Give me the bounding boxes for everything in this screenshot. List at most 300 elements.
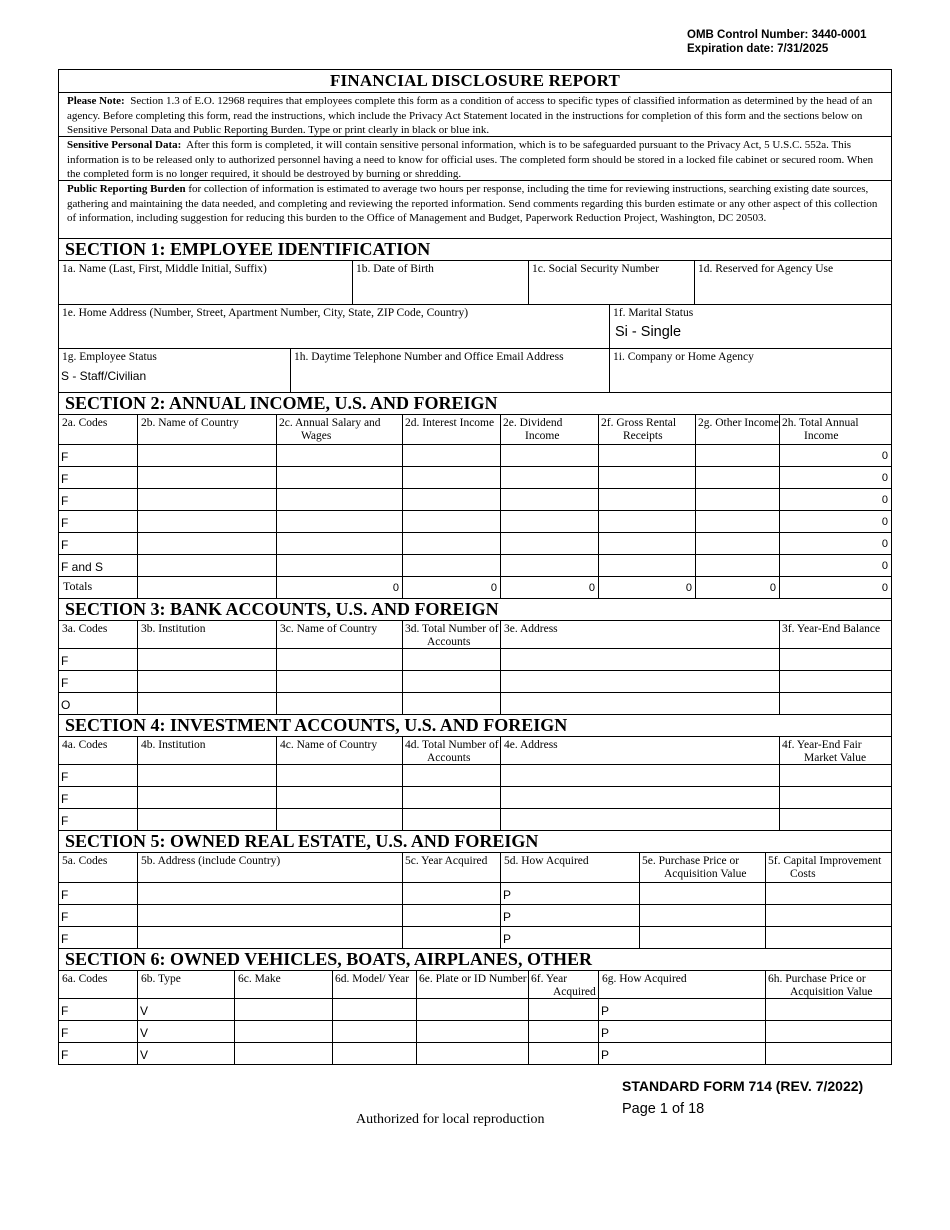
vehicle-header-cell bbox=[417, 971, 529, 998]
investment-cell[interactable] bbox=[501, 765, 780, 786]
income-cell[interactable] bbox=[599, 489, 696, 510]
income-code: F bbox=[61, 450, 69, 464]
income-cell[interactable] bbox=[59, 555, 138, 576]
income-header-cell bbox=[138, 415, 277, 444]
vehicle-header-label: 6g. How Acquired bbox=[602, 973, 687, 985]
sensitive-personal-data bbox=[59, 137, 891, 181]
income-cell[interactable] bbox=[780, 555, 891, 576]
section-2-table bbox=[59, 415, 891, 599]
vehicle-cell[interactable] bbox=[599, 999, 766, 1020]
page-number: Page 1 of 18 bbox=[622, 1101, 705, 1117]
bank-cell[interactable] bbox=[59, 693, 138, 714]
bank-row bbox=[59, 693, 891, 715]
income-header-label: 2e. Dividend Income bbox=[503, 417, 563, 442]
vehicle-cell[interactable] bbox=[138, 1021, 235, 1042]
income-code: F and S bbox=[61, 560, 104, 574]
real-estate-code: F bbox=[61, 932, 69, 946]
bank-code: F bbox=[61, 654, 69, 668]
vehicle-cell[interactable] bbox=[417, 1043, 529, 1064]
investment-cell[interactable] bbox=[138, 809, 277, 830]
income-cell[interactable] bbox=[277, 533, 403, 554]
investment-code: F bbox=[61, 814, 69, 828]
vehicle-header-cell bbox=[235, 971, 333, 998]
income-cell[interactable] bbox=[138, 511, 277, 532]
income-header-cell bbox=[696, 415, 780, 444]
vehicle-header-label: 6f. Year Acquired bbox=[531, 973, 596, 998]
vehicle-cell[interactable] bbox=[59, 1021, 138, 1042]
section-3-title: SECTION 3: BANK ACCOUNTS, U.S. AND FOREIGN bbox=[59, 599, 891, 621]
vehicle-cell[interactable] bbox=[59, 999, 138, 1020]
vehicle-how-acquired: P bbox=[601, 1048, 610, 1062]
income-total: 0 bbox=[588, 582, 595, 594]
investment-header-cell bbox=[277, 737, 403, 764]
investment-cell[interactable] bbox=[59, 809, 138, 830]
ssn-field[interactable] bbox=[529, 261, 695, 304]
bank-header-label: 3b. Institution bbox=[141, 623, 206, 635]
status-value: S - Staff/Civilian bbox=[61, 369, 147, 383]
income-cell[interactable] bbox=[696, 511, 780, 532]
section-1-title: SECTION 1: EMPLOYEE IDENTIFICATION bbox=[59, 239, 891, 261]
income-row bbox=[59, 467, 891, 489]
bank-cell[interactable] bbox=[138, 649, 277, 670]
income-header-cell bbox=[780, 415, 891, 444]
bank-cell[interactable] bbox=[403, 693, 501, 714]
name-field[interactable] bbox=[59, 261, 353, 304]
vehicle-header-label: 6e. Plate or ID Number bbox=[419, 973, 527, 985]
income-cell[interactable] bbox=[59, 511, 138, 532]
vehicle-row bbox=[59, 999, 891, 1021]
income-header-label: 2c. Annual Salary and Wages bbox=[279, 417, 381, 442]
income-code: F bbox=[61, 472, 69, 486]
investment-cell[interactable] bbox=[780, 787, 891, 808]
income-header-cell bbox=[599, 415, 696, 444]
income-cell[interactable] bbox=[696, 489, 780, 510]
bank-header-cell bbox=[138, 621, 277, 648]
authorized-reproduction: Authorized for local reproduction bbox=[356, 1112, 545, 1127]
income-cell[interactable] bbox=[696, 555, 780, 576]
investment-code: F bbox=[61, 770, 69, 784]
investment-row bbox=[59, 765, 891, 787]
vehicle-how-acquired: P bbox=[601, 1026, 610, 1040]
form-number: STANDARD FORM 714 (REV. 7/2022) bbox=[622, 1078, 864, 1094]
vehicle-header-cell bbox=[333, 971, 417, 998]
vehicle-header-label: 6d. Model/ Year bbox=[335, 973, 410, 985]
real-estate-code: F bbox=[61, 888, 69, 902]
real-estate-cell[interactable] bbox=[403, 905, 501, 926]
income-cell[interactable] bbox=[403, 489, 501, 510]
income-header-cell bbox=[403, 415, 501, 444]
investment-cell[interactable] bbox=[59, 787, 138, 808]
income-cell[interactable] bbox=[138, 467, 277, 488]
vehicle-cell[interactable] bbox=[235, 1043, 333, 1064]
real-estate-cell[interactable] bbox=[501, 905, 640, 926]
omb-control-number: OMB Control Number: 3440-0001 bbox=[687, 29, 867, 41]
how-acquired: P bbox=[503, 932, 512, 946]
income-cell[interactable] bbox=[501, 445, 599, 466]
bank-code: F bbox=[61, 676, 69, 690]
income-cell[interactable] bbox=[138, 555, 277, 576]
income-cell[interactable] bbox=[138, 489, 277, 510]
vehicle-header-cell bbox=[599, 971, 766, 998]
real-estate-header-cell bbox=[59, 853, 138, 882]
income-cell[interactable] bbox=[599, 577, 696, 598]
income-cell[interactable] bbox=[599, 467, 696, 488]
section-1-row-2 bbox=[59, 305, 891, 349]
omb-info bbox=[687, 28, 867, 56]
total-annual-income: 0 bbox=[881, 516, 888, 528]
real-estate-cell[interactable] bbox=[766, 905, 891, 926]
income-cell[interactable] bbox=[59, 489, 138, 510]
investment-cell[interactable] bbox=[501, 809, 780, 830]
bank-cell[interactable] bbox=[780, 693, 891, 714]
income-cell[interactable] bbox=[501, 489, 599, 510]
real-estate-cell[interactable] bbox=[766, 927, 891, 948]
investment-header-cell bbox=[780, 737, 891, 764]
bank-header-cell bbox=[403, 621, 501, 648]
income-total: 0 bbox=[392, 582, 399, 594]
income-cell[interactable] bbox=[403, 555, 501, 576]
sensitive-text: After this form is completed, it will contain sensitive personal information, which is to be safeguarded pursuant to the Privacy Act, 5 U.S.C. 552a. This information is to be released only to authorized personnel having a need to know for official uses. The completed form should be stored in a locked file cabinet or secured room. When the completed form is no longer required, it should be destroyed by burning or shredding. bbox=[67, 139, 874, 181]
vehicle-cell[interactable] bbox=[529, 999, 599, 1020]
income-cell[interactable] bbox=[501, 577, 599, 598]
vehicle-header-label: 6h. Purchase Price or Acquisition Value bbox=[768, 973, 873, 998]
investment-header-cell bbox=[403, 737, 501, 764]
income-code: F bbox=[61, 494, 69, 508]
total-annual-income: 0 bbox=[881, 538, 888, 550]
investment-cell[interactable] bbox=[277, 765, 403, 786]
bank-row bbox=[59, 649, 891, 671]
income-cell[interactable] bbox=[599, 445, 696, 466]
vehicle-cell[interactable] bbox=[599, 1021, 766, 1042]
total-annual-income: 0 bbox=[881, 560, 888, 572]
bank-cell[interactable] bbox=[501, 693, 780, 714]
bank-header-cell bbox=[277, 621, 403, 648]
real-estate-cell[interactable] bbox=[640, 905, 766, 926]
income-cell[interactable] bbox=[403, 511, 501, 532]
vehicle-cell[interactable] bbox=[417, 1021, 529, 1042]
vehicle-code: F bbox=[61, 1004, 69, 1018]
real-estate-cell[interactable] bbox=[501, 927, 640, 948]
investment-cell[interactable] bbox=[403, 787, 501, 808]
omb-expiration-date: Expiration date: 7/31/2025 bbox=[687, 43, 829, 55]
income-cell[interactable] bbox=[780, 533, 891, 554]
bank-cell[interactable] bbox=[138, 693, 277, 714]
income-cell[interactable] bbox=[59, 533, 138, 554]
income-cell[interactable] bbox=[277, 555, 403, 576]
investment-cell[interactable] bbox=[277, 809, 403, 830]
bank-cell[interactable] bbox=[59, 671, 138, 692]
bank-header-cell bbox=[59, 621, 138, 648]
income-cell[interactable] bbox=[403, 577, 501, 598]
income-cell[interactable] bbox=[696, 445, 780, 466]
phone-label: 1h. Daytime Telephone Number and Office Email Address bbox=[294, 351, 564, 363]
bank-header-label: 3f. Year-End Balance bbox=[782, 623, 881, 635]
income-header-label: 2a. Codes bbox=[62, 417, 108, 429]
bank-header-label: 3a. Codes bbox=[62, 623, 108, 635]
income-code: F bbox=[61, 516, 69, 530]
investment-header-label: 4c. Name of Country bbox=[280, 739, 378, 751]
investment-cell[interactable] bbox=[59, 765, 138, 786]
investment-cell[interactable] bbox=[403, 809, 501, 830]
vehicle-cell[interactable] bbox=[529, 1021, 599, 1042]
income-cell[interactable] bbox=[780, 489, 891, 510]
bank-cell[interactable] bbox=[277, 649, 403, 670]
agency-reserved-field[interactable] bbox=[695, 261, 891, 304]
investment-header-cell bbox=[59, 737, 138, 764]
bank-header-label: 3d. Total Number of Accounts bbox=[405, 623, 499, 648]
income-cell[interactable] bbox=[599, 511, 696, 532]
income-cell[interactable] bbox=[780, 467, 891, 488]
income-row bbox=[59, 445, 891, 467]
home-address-field[interactable] bbox=[59, 305, 610, 348]
bank-header-label: 3e. Address bbox=[504, 623, 558, 635]
vehicle-cell[interactable] bbox=[766, 1043, 891, 1064]
income-header-cell bbox=[59, 415, 138, 444]
section-1-row-1 bbox=[59, 261, 891, 305]
form-title: FINANCIAL DISCLOSURE REPORT bbox=[59, 70, 891, 93]
bank-header-label: 3c. Name of Country bbox=[280, 623, 378, 635]
income-cell[interactable] bbox=[403, 467, 501, 488]
income-cell[interactable] bbox=[696, 533, 780, 554]
vehicle-cell[interactable] bbox=[138, 999, 235, 1020]
income-cell[interactable] bbox=[277, 489, 403, 510]
vehicle-cell[interactable] bbox=[59, 1043, 138, 1064]
section-2-title: SECTION 2: ANNUAL INCOME, U.S. AND FOREIGN bbox=[59, 393, 891, 415]
real-estate-header-label: 5c. Year Acquired bbox=[405, 855, 488, 867]
investment-cell[interactable] bbox=[403, 765, 501, 786]
real-estate-header-cell bbox=[640, 853, 766, 882]
bank-cell[interactable] bbox=[59, 649, 138, 670]
vehicle-cell[interactable] bbox=[235, 1021, 333, 1042]
section-6-table bbox=[59, 971, 891, 1065]
income-header-cell bbox=[501, 415, 599, 444]
bank-header-row bbox=[59, 621, 891, 649]
income-row bbox=[59, 489, 891, 511]
vehicle-code: F bbox=[61, 1048, 69, 1062]
burden-label: Public Reporting Burden bbox=[67, 183, 186, 195]
income-cell[interactable] bbox=[501, 555, 599, 576]
investment-cell[interactable] bbox=[780, 809, 891, 830]
real-estate-cell[interactable] bbox=[138, 905, 403, 926]
income-total: 0 bbox=[769, 582, 776, 594]
sensitive-label: Sensitive Personal Data: bbox=[67, 139, 182, 151]
investment-cell[interactable] bbox=[138, 787, 277, 808]
vehicle-header-label: 6b. Type bbox=[141, 973, 181, 985]
bank-header-cell bbox=[780, 621, 891, 648]
employee-status-field[interactable] bbox=[59, 349, 291, 392]
income-cell[interactable] bbox=[403, 445, 501, 466]
income-cell[interactable] bbox=[599, 533, 696, 554]
income-header-label: 2d. Interest Income bbox=[405, 417, 495, 429]
total-annual-income: 0 bbox=[881, 472, 888, 484]
income-cell[interactable] bbox=[138, 577, 277, 598]
income-cell[interactable] bbox=[138, 533, 277, 554]
income-cell[interactable] bbox=[138, 445, 277, 466]
investment-header-label: 4b. Institution bbox=[141, 739, 206, 751]
income-cell[interactable] bbox=[780, 445, 891, 466]
real-estate-cell[interactable] bbox=[403, 883, 501, 904]
income-cell[interactable] bbox=[277, 467, 403, 488]
real-estate-cell[interactable] bbox=[59, 883, 138, 904]
vehicle-code: F bbox=[61, 1026, 69, 1040]
income-row bbox=[59, 533, 891, 555]
real-estate-cell[interactable] bbox=[640, 883, 766, 904]
real-estate-header-cell bbox=[501, 853, 640, 882]
section-5-title: SECTION 5: OWNED REAL ESTATE, U.S. AND FOREIGN bbox=[59, 831, 891, 853]
vehicle-cell[interactable] bbox=[599, 1043, 766, 1064]
total-annual-income: 0 bbox=[881, 494, 888, 506]
vehicle-header-label: 6c. Make bbox=[238, 973, 281, 985]
vehicle-cell[interactable] bbox=[766, 1021, 891, 1042]
please-note bbox=[59, 93, 891, 137]
real-estate-cell[interactable] bbox=[403, 927, 501, 948]
ssn-label: 1c. Social Security Number bbox=[532, 263, 660, 275]
income-header-label: 2b. Name of Country bbox=[141, 417, 239, 429]
income-total: 0 bbox=[881, 582, 888, 594]
bank-cell[interactable] bbox=[780, 649, 891, 670]
vehicle-cell[interactable] bbox=[138, 1043, 235, 1064]
bank-cell[interactable] bbox=[138, 671, 277, 692]
real-estate-header-row bbox=[59, 853, 891, 883]
income-header-label: 2f. Gross Rental Receipts bbox=[601, 417, 677, 442]
income-cell[interactable] bbox=[696, 577, 780, 598]
vehicle-header-cell bbox=[59, 971, 138, 998]
section-4-table bbox=[59, 737, 891, 831]
real-estate-header-cell bbox=[138, 853, 403, 882]
investment-header-label: 4a. Codes bbox=[62, 739, 108, 751]
income-cell[interactable] bbox=[501, 467, 599, 488]
bank-row bbox=[59, 671, 891, 693]
income-row bbox=[59, 555, 891, 577]
phone-email-field[interactable] bbox=[291, 349, 610, 392]
vehicle-row bbox=[59, 1043, 891, 1065]
real-estate-row bbox=[59, 905, 891, 927]
income-row bbox=[59, 577, 891, 599]
income-cell[interactable] bbox=[277, 445, 403, 466]
bank-cell[interactable] bbox=[277, 671, 403, 692]
vehicle-cell[interactable] bbox=[529, 1043, 599, 1064]
vehicle-cell[interactable] bbox=[333, 999, 417, 1020]
marital-value: Si - Single bbox=[615, 324, 682, 340]
real-estate-header-label: 5d. How Acquired bbox=[504, 855, 589, 867]
total-annual-income: 0 bbox=[881, 450, 888, 462]
real-estate-cell[interactable] bbox=[138, 927, 403, 948]
marital-status-field[interactable] bbox=[610, 305, 891, 348]
real-estate-row bbox=[59, 927, 891, 949]
income-header-label: 2h. Total Annual Income bbox=[782, 417, 859, 442]
bank-cell[interactable] bbox=[501, 649, 780, 670]
name-label: 1a. Name (Last, First, Middle Initial, Suffix) bbox=[62, 263, 267, 275]
bank-cell[interactable] bbox=[501, 671, 780, 692]
investment-header-label: 4d. Total Number of Accounts bbox=[405, 739, 499, 764]
income-cell[interactable] bbox=[501, 511, 599, 532]
bank-cell[interactable] bbox=[780, 671, 891, 692]
real-estate-code: F bbox=[61, 910, 69, 924]
income-cell[interactable] bbox=[277, 577, 403, 598]
investment-header-label: 4e. Address bbox=[504, 739, 558, 751]
income-cell[interactable] bbox=[59, 577, 138, 598]
income-header-cell bbox=[277, 415, 403, 444]
income-cell[interactable] bbox=[59, 467, 138, 488]
real-estate-cell[interactable] bbox=[59, 905, 138, 926]
vehicle-type: V bbox=[140, 1004, 149, 1018]
marital-label: 1f. Marital Status bbox=[613, 307, 694, 319]
income-header-row bbox=[59, 415, 891, 445]
income-cell[interactable] bbox=[403, 533, 501, 554]
burden-text: for collection of information is estimated to average two hours per response, including the time for reviewing instructions, searching existing date sources, gathering and maintaining the data needed, and completing and reviewing the reported information. Send comments regarding this burden estimate or any other aspect of this collection of information, including suggestion for reducing this burden to the Office of Management and Budget, Paperwork Reduction Project, Washington, DC 20503. bbox=[67, 183, 878, 225]
income-row bbox=[59, 511, 891, 533]
reserved-label: 1d. Reserved for Agency Use bbox=[698, 263, 834, 275]
how-acquired: P bbox=[503, 888, 512, 902]
real-estate-cell[interactable] bbox=[138, 883, 403, 904]
income-cell[interactable] bbox=[59, 445, 138, 466]
date-of-birth-field[interactable] bbox=[353, 261, 529, 304]
real-estate-header-label: 5e. Purchase Price or Acquisition Value bbox=[642, 855, 747, 880]
address-label: 1e. Home Address (Number, Street, Apartment Number, City, State, ZIP Code, Country) bbox=[62, 307, 469, 319]
investment-cell[interactable] bbox=[780, 765, 891, 786]
income-cell[interactable] bbox=[599, 555, 696, 576]
bank-code: O bbox=[61, 698, 71, 712]
bank-cell[interactable] bbox=[277, 693, 403, 714]
income-cell[interactable] bbox=[501, 533, 599, 554]
income-cell[interactable] bbox=[696, 467, 780, 488]
please-note-label: Please Note: bbox=[67, 95, 125, 107]
section-4-title: SECTION 4: INVESTMENT ACCOUNTS, U.S. AND FOREIGN bbox=[59, 715, 891, 737]
vehicle-header-cell bbox=[529, 971, 599, 998]
vehicle-cell[interactable] bbox=[766, 999, 891, 1020]
investment-code: F bbox=[61, 792, 69, 806]
income-total: 0 bbox=[490, 582, 497, 594]
vehicle-cell[interactable] bbox=[235, 999, 333, 1020]
investment-header-label: 4f. Year-End Fair Market Value bbox=[782, 739, 867, 764]
section-1-row-3 bbox=[59, 349, 891, 393]
bank-cell[interactable] bbox=[403, 671, 501, 692]
dob-label: 1b. Date of Birth bbox=[356, 263, 434, 275]
financial-disclosure-form bbox=[58, 69, 892, 1065]
company-agency-field[interactable] bbox=[610, 349, 891, 392]
vehicle-cell[interactable] bbox=[333, 1043, 417, 1064]
income-header-label: 2g. Other Income bbox=[698, 417, 779, 429]
vehicle-header-cell bbox=[766, 971, 891, 998]
vehicle-row bbox=[59, 1021, 891, 1043]
real-estate-cell[interactable] bbox=[501, 883, 640, 904]
totals-label: Totals bbox=[63, 579, 93, 593]
income-cell[interactable] bbox=[277, 511, 403, 532]
investment-cell[interactable] bbox=[277, 787, 403, 808]
vehicle-cell[interactable] bbox=[417, 999, 529, 1020]
investment-header-cell bbox=[501, 737, 780, 764]
real-estate-header-label: 5f. Capital Improvement Costs bbox=[768, 855, 882, 880]
investment-cell[interactable] bbox=[501, 787, 780, 808]
vehicle-cell[interactable] bbox=[333, 1021, 417, 1042]
income-cell[interactable] bbox=[780, 511, 891, 532]
section-3-table bbox=[59, 621, 891, 715]
real-estate-cell[interactable] bbox=[766, 883, 891, 904]
status-label: 1g. Employee Status bbox=[62, 351, 157, 363]
investment-row bbox=[59, 787, 891, 809]
income-cell[interactable] bbox=[780, 577, 891, 598]
section-6-title: SECTION 6: OWNED VEHICLES, BOATS, AIRPLANES, OTHER bbox=[59, 949, 891, 971]
vehicle-header-cell bbox=[138, 971, 235, 998]
investment-header-cell bbox=[138, 737, 277, 764]
bank-cell[interactable] bbox=[403, 649, 501, 670]
vehicle-header-label: 6a. Codes bbox=[62, 973, 108, 985]
real-estate-cell[interactable] bbox=[640, 927, 766, 948]
bank-header-cell bbox=[501, 621, 780, 648]
vehicle-header-row bbox=[59, 971, 891, 999]
real-estate-cell[interactable] bbox=[59, 927, 138, 948]
investment-cell[interactable] bbox=[138, 765, 277, 786]
